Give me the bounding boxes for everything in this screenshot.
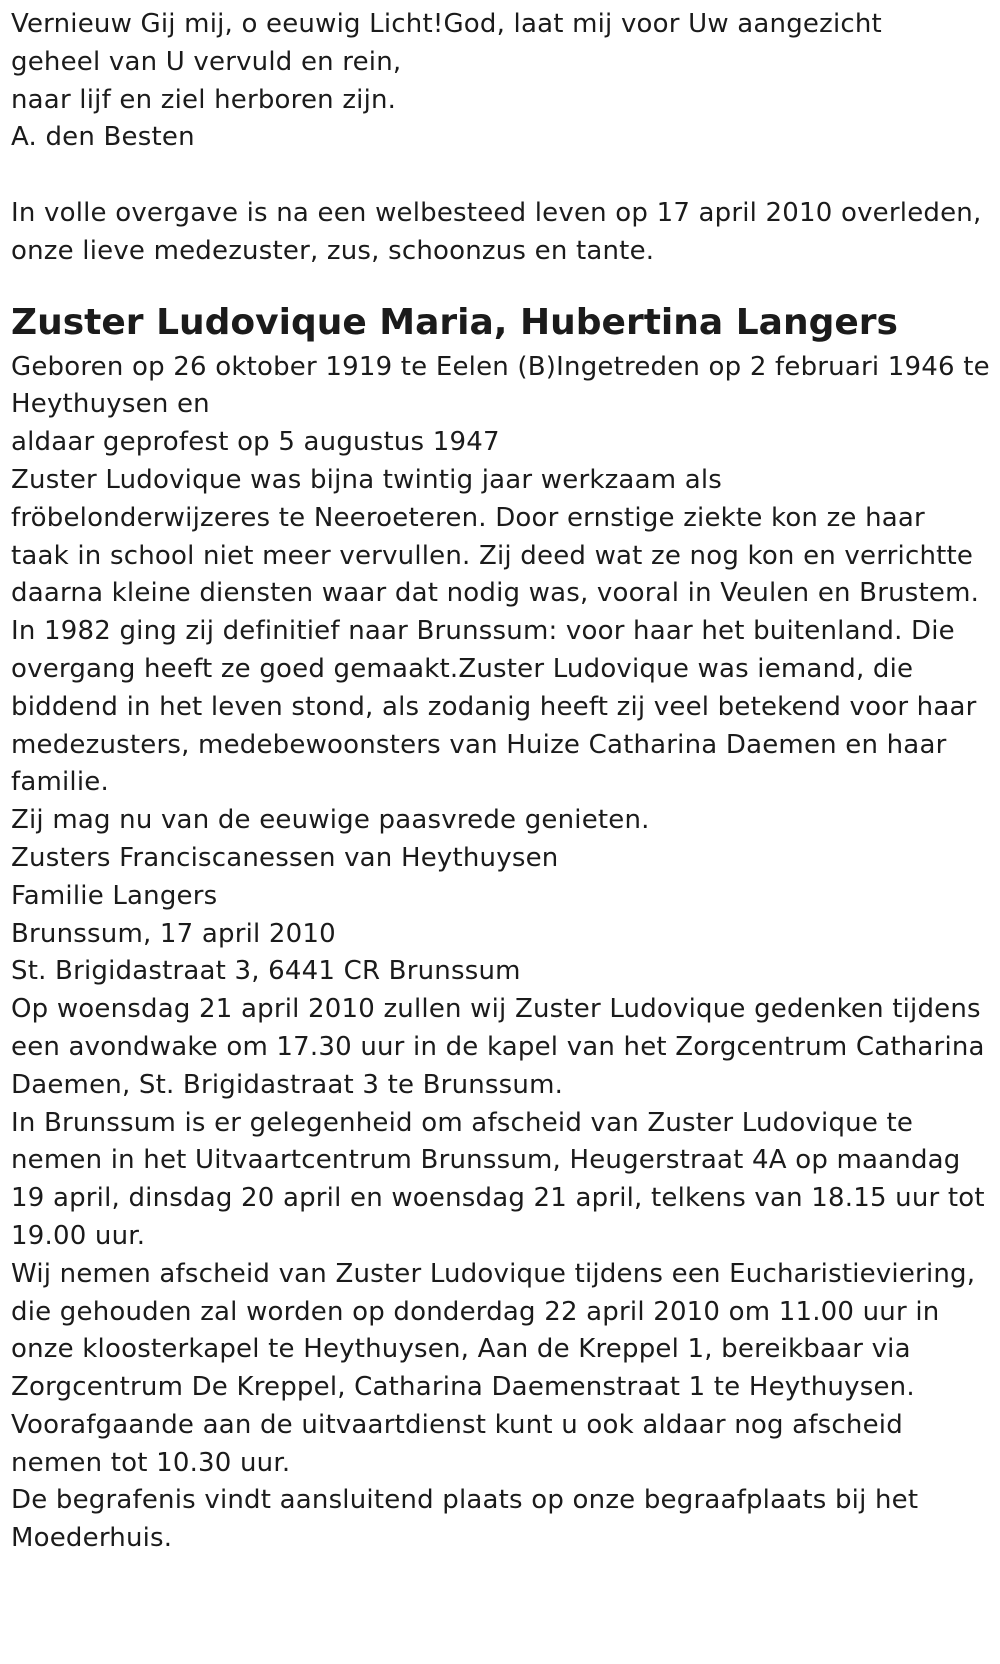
body-line: een avondwake om 17.30 uur in de kapel van het Zorgcentrum Catharina: [11, 1031, 985, 1062]
body-line: Zuster Ludovique was bijna twintig jaar werkzaam als: [11, 464, 722, 495]
place-date-line: Brunssum, 17 april 2010: [11, 918, 336, 949]
body-line: biddend in het leven stond, als zodanig heeft zij veel betekend voor haar: [11, 691, 977, 722]
body-line: onze kloosterkapel te Heythuysen, Aan de Kreppel 1, bereikbaar via: [11, 1334, 911, 1365]
body-line: Daemen, St. Brigidastraat 3 te Brunssum.: [11, 1069, 564, 1100]
body-line: taak in school niet meer vervullen. Zij deed wat ze nog kon en verrichtte: [11, 540, 974, 571]
signatory-line: Zusters Franciscanessen van Heythuysen: [11, 842, 559, 873]
body-line: Zorgcentrum De Kreppel, Catharina Daemenstraat 1 te Heythuysen.: [11, 1372, 915, 1403]
body-line: die gehouden zal worden op donderdag 22 april 2010 om 11.00 uur in: [11, 1296, 940, 1327]
body-line: medezusters, medebewoonsters van Huize Catharina Daemen en haar: [11, 729, 947, 760]
body-line: aldaar geprofest op 5 augustus 1947: [11, 427, 500, 458]
body-line: Zij mag nu van de eeuwige paasvrede genieten.: [11, 805, 650, 836]
signatory-line: Familie Langers: [11, 880, 218, 911]
intro: [11, 195, 991, 271]
obituary-body: [11, 349, 991, 1559]
body-line: Wij nemen afscheid van Zuster Ludovique tijdens een Eucharistieviering,: [11, 1258, 976, 1289]
body-line: nemen tot 10.30 uur.: [11, 1447, 291, 1478]
poem: [11, 6, 991, 157]
body-line: Geboren op 26 oktober 1919 te Eelen (B)Ingetreden op 2 februari 1946 te: [11, 351, 990, 382]
address-line: St. Brigidastraat 3, 6441 CR Brunssum: [11, 956, 521, 987]
body-line: 19.00 uur.: [11, 1220, 146, 1251]
body-line: De begrafenis vindt aansluitend plaats op onze begraafplaats bij het: [11, 1485, 919, 1516]
body-line: Moederhuis.: [11, 1523, 173, 1554]
poem-line: geheel van U vervuld en rein,: [11, 46, 402, 77]
obituary-document: [11, 6, 991, 1558]
body-line: familie.: [11, 767, 109, 798]
body-line: In Brunssum is er gelegenheid om afscheid van Zuster Ludovique te: [11, 1107, 914, 1138]
body-line: Voorafgaande aan de uitvaartdienst kunt u ook aldaar nog afscheid: [11, 1409, 903, 1440]
poem-line: naar lijf en ziel herboren zijn.: [11, 84, 397, 115]
body-line: overgang heeft ze goed gemaakt.Zuster Ludovique was iemand, die: [11, 653, 914, 684]
spacer: [11, 157, 991, 195]
body-line: fröbelonderwijzeres te Neeroeteren. Door ernstige ziekte kon ze haar: [11, 502, 925, 533]
body-line: daarna kleine diensten waar dat nodig was, vooral in Veulen en Brustem.: [11, 578, 980, 609]
body-line: In 1982 ging zij definitief naar Brunssum: voor haar het buitenland. Die: [11, 616, 955, 647]
body-line: Op woensdag 21 april 2010 zullen wij Zuster Ludovique gedenken tijdens: [11, 994, 981, 1025]
body-line: 19 april, dinsdag 20 april en woensdag 21 april, telkens van 18.15 uur tot: [11, 1183, 985, 1214]
intro-line: In volle overgave is na een welbesteed leven op 17 april 2010 overleden,: [11, 197, 982, 228]
deceased-name: Zuster Ludovique Maria, Hubertina Langers: [11, 301, 898, 343]
poem-author: A. den Besten: [11, 122, 195, 153]
poem-line: Vernieuw Gij mij, o eeuwig Licht!God, laat mij voor Uw aangezicht: [11, 9, 882, 39]
body-line: nemen in het Uitvaartcentrum Brunssum, Heugerstraat 4A op maandag: [11, 1145, 961, 1176]
intro-line: onze lieve medezuster, zus, schoonzus en tante.: [11, 235, 655, 266]
body-line: Heythuysen en: [11, 389, 210, 420]
